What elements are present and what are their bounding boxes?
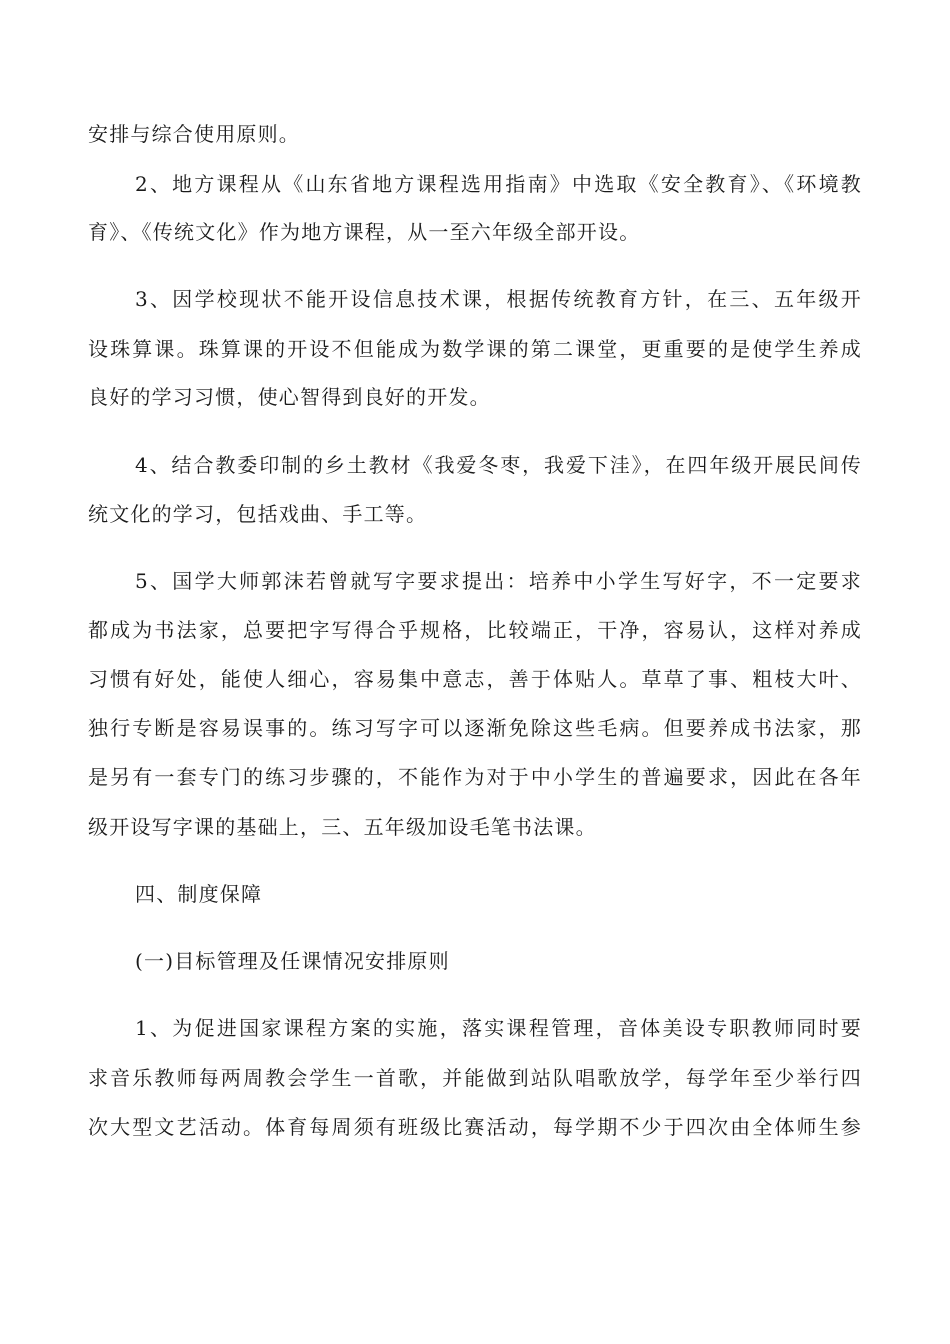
paragraph-line: 4、结合教委印制的乡土教材《我爱冬枣，我爱下洼》，在四年级开展民间传: [135, 453, 862, 477]
paragraph-line: 级开设写字课的基础上，三、五年级加设毛笔书法课。: [88, 815, 597, 839]
paragraph-line: 2、地方课程从《山东省地方课程选用指南》中选取《安全教育》、《环境教: [135, 172, 862, 196]
paragraph-line: 安排与综合使用原则。: [88, 122, 300, 146]
paragraph-line: 良好的学习习惯，使心智得到良好的开发。: [88, 385, 491, 409]
paragraph-line: 都成为书法家，总要把字写得合乎规格，比较端正，干净，容易认，这样对养成: [88, 618, 862, 642]
paragraph-line: 求音乐教师每两周教会学生一首歌，并能做到站队唱歌放学，每学年至少举行四: [88, 1066, 862, 1090]
paragraph-line: 设珠算课。珠算课的开设不但能成为数学课的第二课堂，更重要的是使学生养成: [88, 337, 862, 361]
paragraph-line: 5、国学大师郭沫若曾就写字要求提出：培养中小学生写好字，不一定要求: [135, 569, 862, 593]
paragraph-line: 1、为促进国家课程方案的实施，落实课程管理，音体美设专职教师同时要: [135, 1016, 862, 1040]
paragraph-line: 是另有一套专门的练习步骤的，不能作为对于中小学生的普遍要求，因此在各年: [88, 765, 862, 789]
paragraph-line: 习惯有好处，能使人细心，容易集中意志，善于体贴人。草草了事、粗枝大叶、: [88, 667, 862, 691]
subsection-heading: (一)目标管理及任课情况安排原则: [135, 949, 450, 973]
paragraph-line: 统文化的学习，包括戏曲、手工等。: [88, 502, 428, 526]
paragraph-line: 次大型文艺活动。体育每周须有班级比赛活动，每学期不少于四次由全体师生参: [88, 1115, 862, 1139]
paragraph-line: 独行专断是容易误事的。练习写字可以逐渐免除这些毛病。但要养成书法家，那: [88, 716, 862, 740]
paragraph-line: 3、因学校现状不能开设信息技术课，根据传统教育方针，在三、五年级开: [135, 287, 862, 311]
section-heading: 四、制度保障: [135, 882, 263, 906]
paragraph-line: 育》、《传统文化》作为地方课程，从一至六年级全部开设。: [88, 220, 641, 244]
